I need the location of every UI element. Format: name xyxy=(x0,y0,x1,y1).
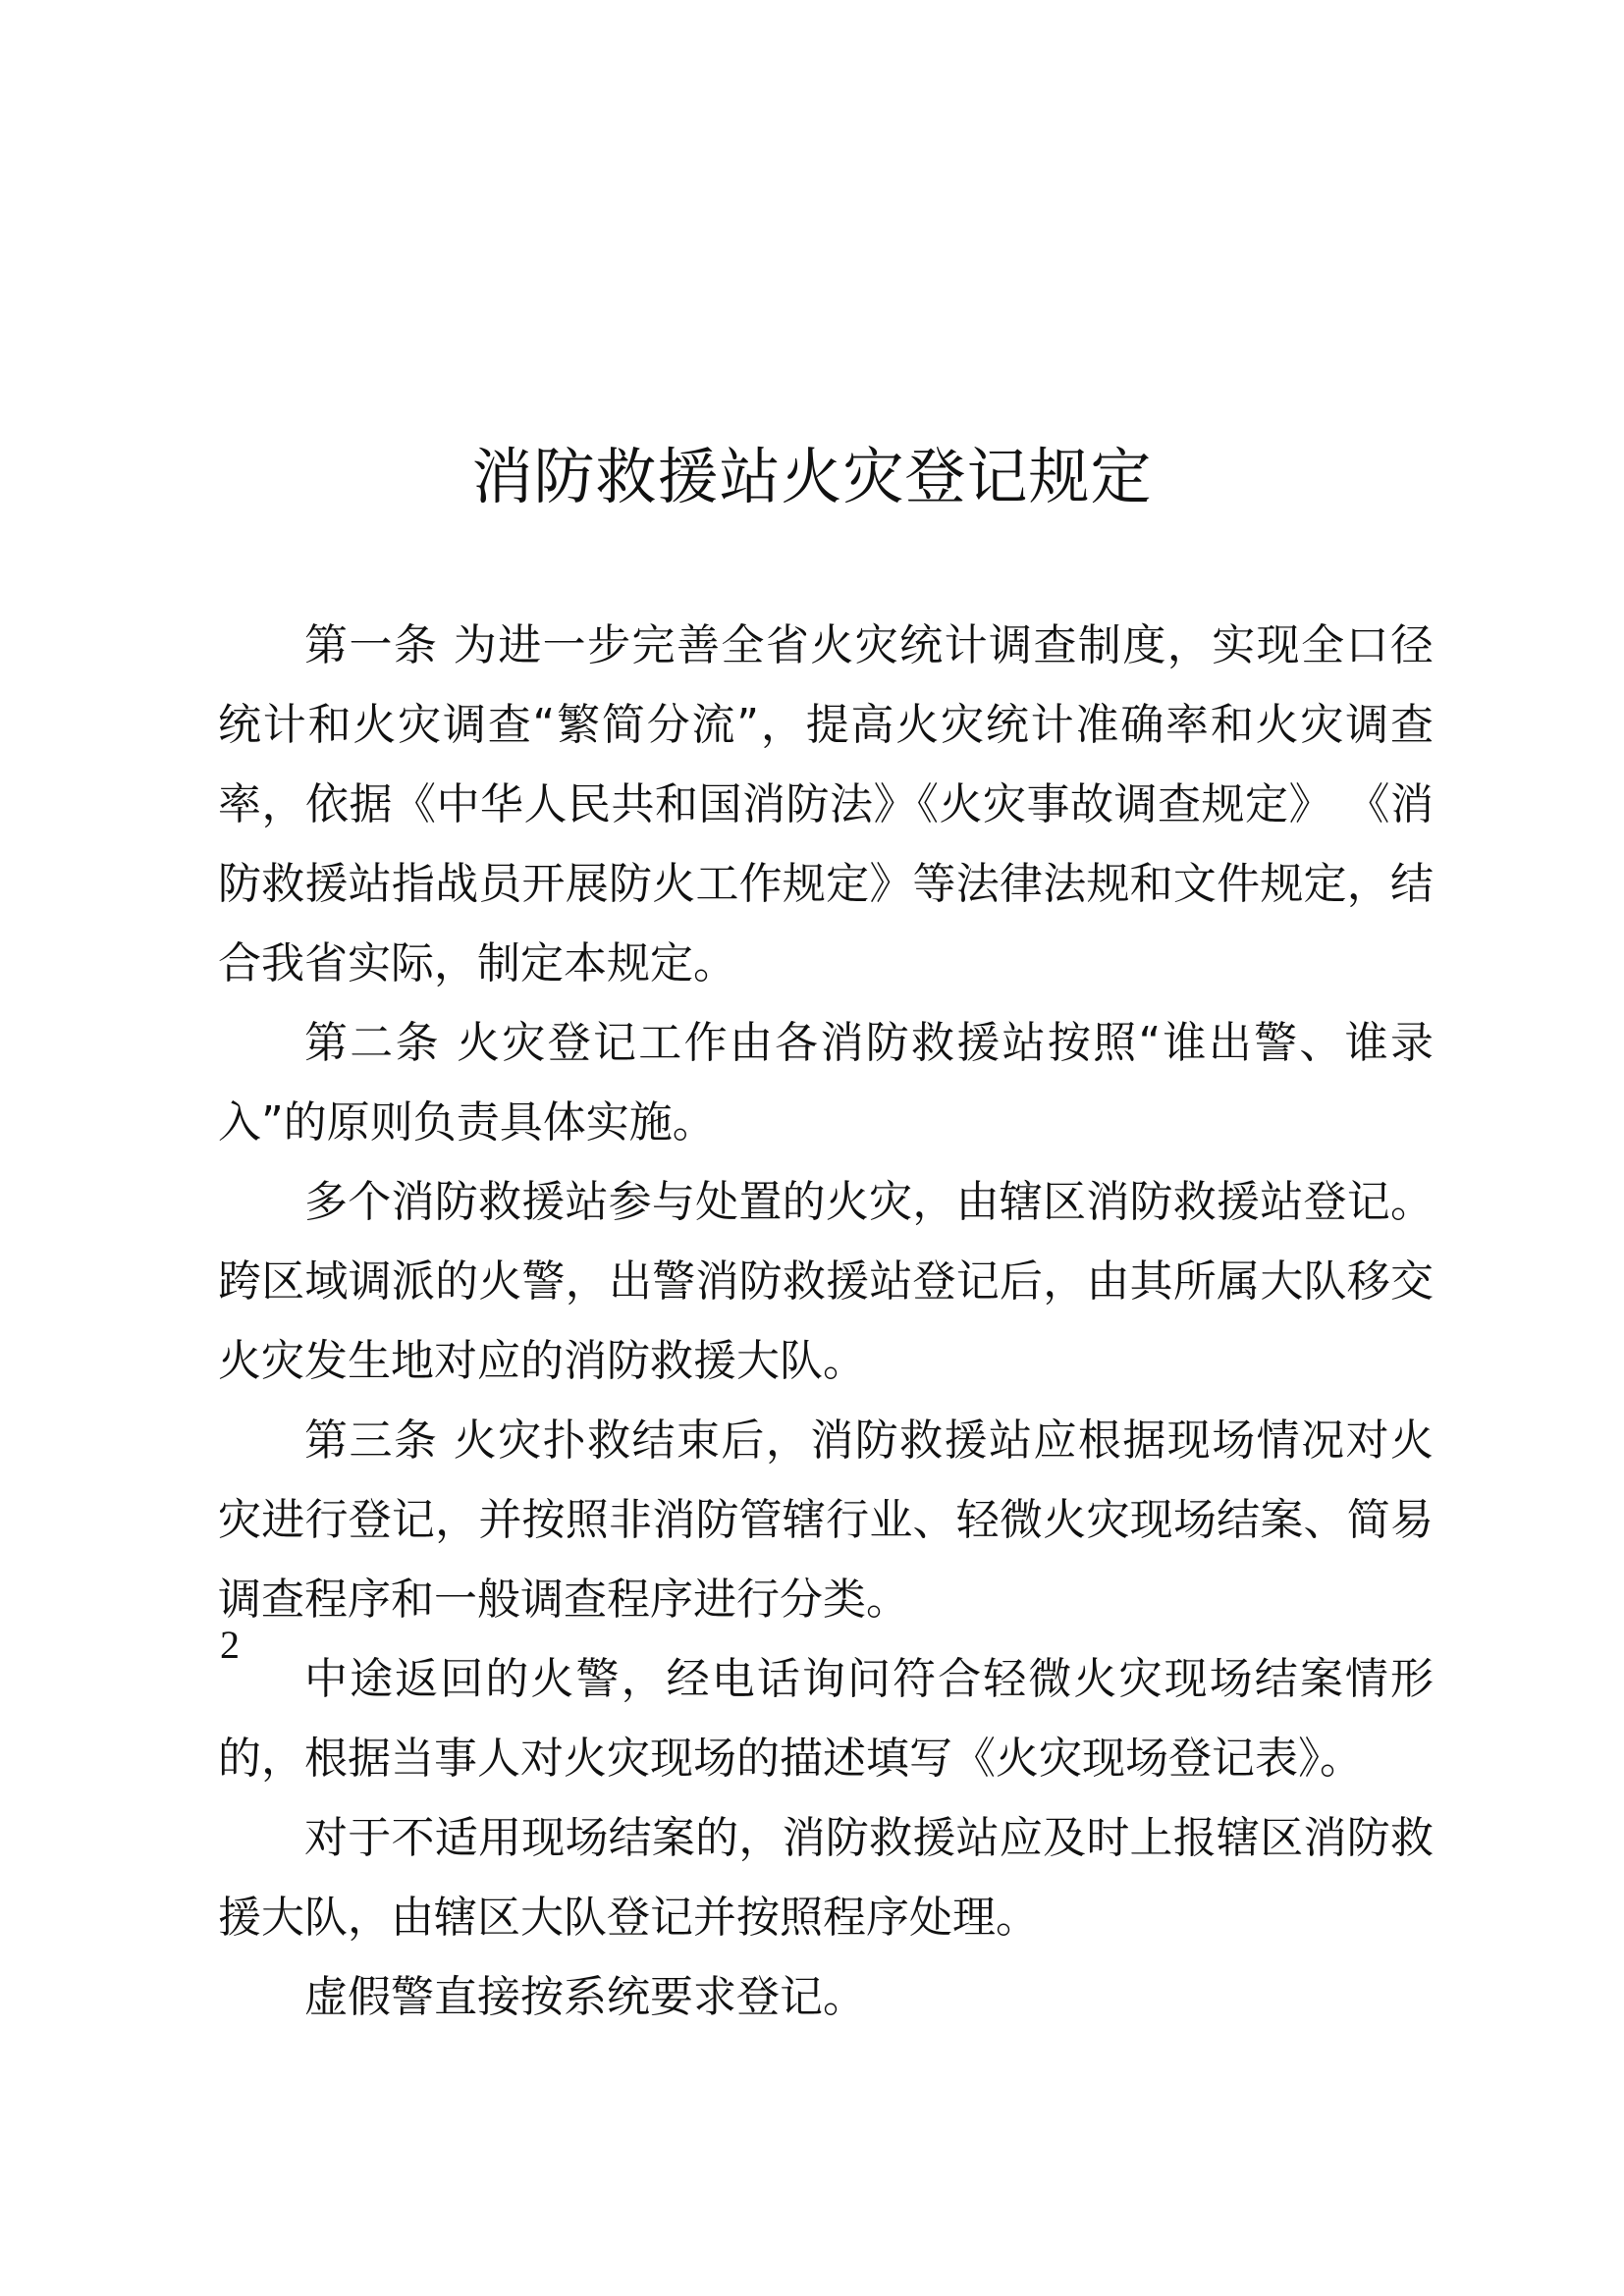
paragraph-line: 中途返回的火警，经电话询问符合轻微火灾现场结案情形 xyxy=(304,1654,1434,1704)
paragraph-line: 的，根据当事人对火灾现场的描述填写《火灾现场登记表》。 xyxy=(218,1734,1363,1784)
paragraph xyxy=(218,1401,1434,1639)
page-number: 2 xyxy=(220,1623,240,1667)
paragraph xyxy=(218,1957,1434,2037)
paragraph-line: 火灾发生地对应的消防救援大队。 xyxy=(218,1336,866,1386)
paragraph-line: 对于不适用现场结案的，消防救援站应及时上报辖区消防救 xyxy=(304,1813,1434,1863)
paragraph-line: 跨区域调派的火警，出警消防救援站登记后，由其所属大队移交 xyxy=(218,1256,1434,1307)
paragraph-line: 第二条 火灾登记工作由各消防救援站按照“谁出警、谁录 xyxy=(304,1018,1434,1068)
paragraph-line: 入”的原则负责具体实施。 xyxy=(218,1097,716,1148)
paragraph xyxy=(218,606,1434,1003)
paragraph-line: 防救援站指战员开展防火工作规定》等法律法规和文件规定，结 xyxy=(218,859,1434,909)
paragraph-line: 统计和火灾调查“繁简分流”，提高火灾统计准确率和火灾调查 xyxy=(218,700,1434,750)
paragraph-line: 合我省实际，制定本规定。 xyxy=(218,938,736,988)
document-body xyxy=(218,606,1434,2037)
paragraph-line: 援大队，由辖区大队登记并按照程序处理。 xyxy=(218,1893,1039,1943)
paragraph xyxy=(218,1162,1434,1401)
paragraph-line: 第一条 为进一步完善全省火灾统计调查制度，实现全口径 xyxy=(304,620,1434,670)
paragraph-line: 率，依据《中华人民共和国消防法》《火灾事故调查规定》 《消 xyxy=(218,779,1434,829)
paragraph-line: 第三条 火灾扑救结束后，消防救援站应根据现场情况对火 xyxy=(304,1415,1434,1466)
document-title: 消防救援站火灾登记规定 xyxy=(471,441,1153,512)
paragraph xyxy=(218,1639,1434,1798)
paragraph-line: 多个消防救援站参与处置的火灾，由辖区消防救援站登记。 xyxy=(304,1177,1434,1227)
paragraph xyxy=(218,1003,1434,1162)
paragraph xyxy=(218,1798,1434,1957)
paragraph-line: 灾进行登记，并按照非消防管辖行业、轻微火灾现场结案、简易 xyxy=(218,1495,1434,1545)
paragraph-line: 调查程序和一般调查程序进行分类。 xyxy=(218,1575,909,1625)
paragraph-line: 虚假警直接按系统要求登记。 xyxy=(304,1972,866,2022)
